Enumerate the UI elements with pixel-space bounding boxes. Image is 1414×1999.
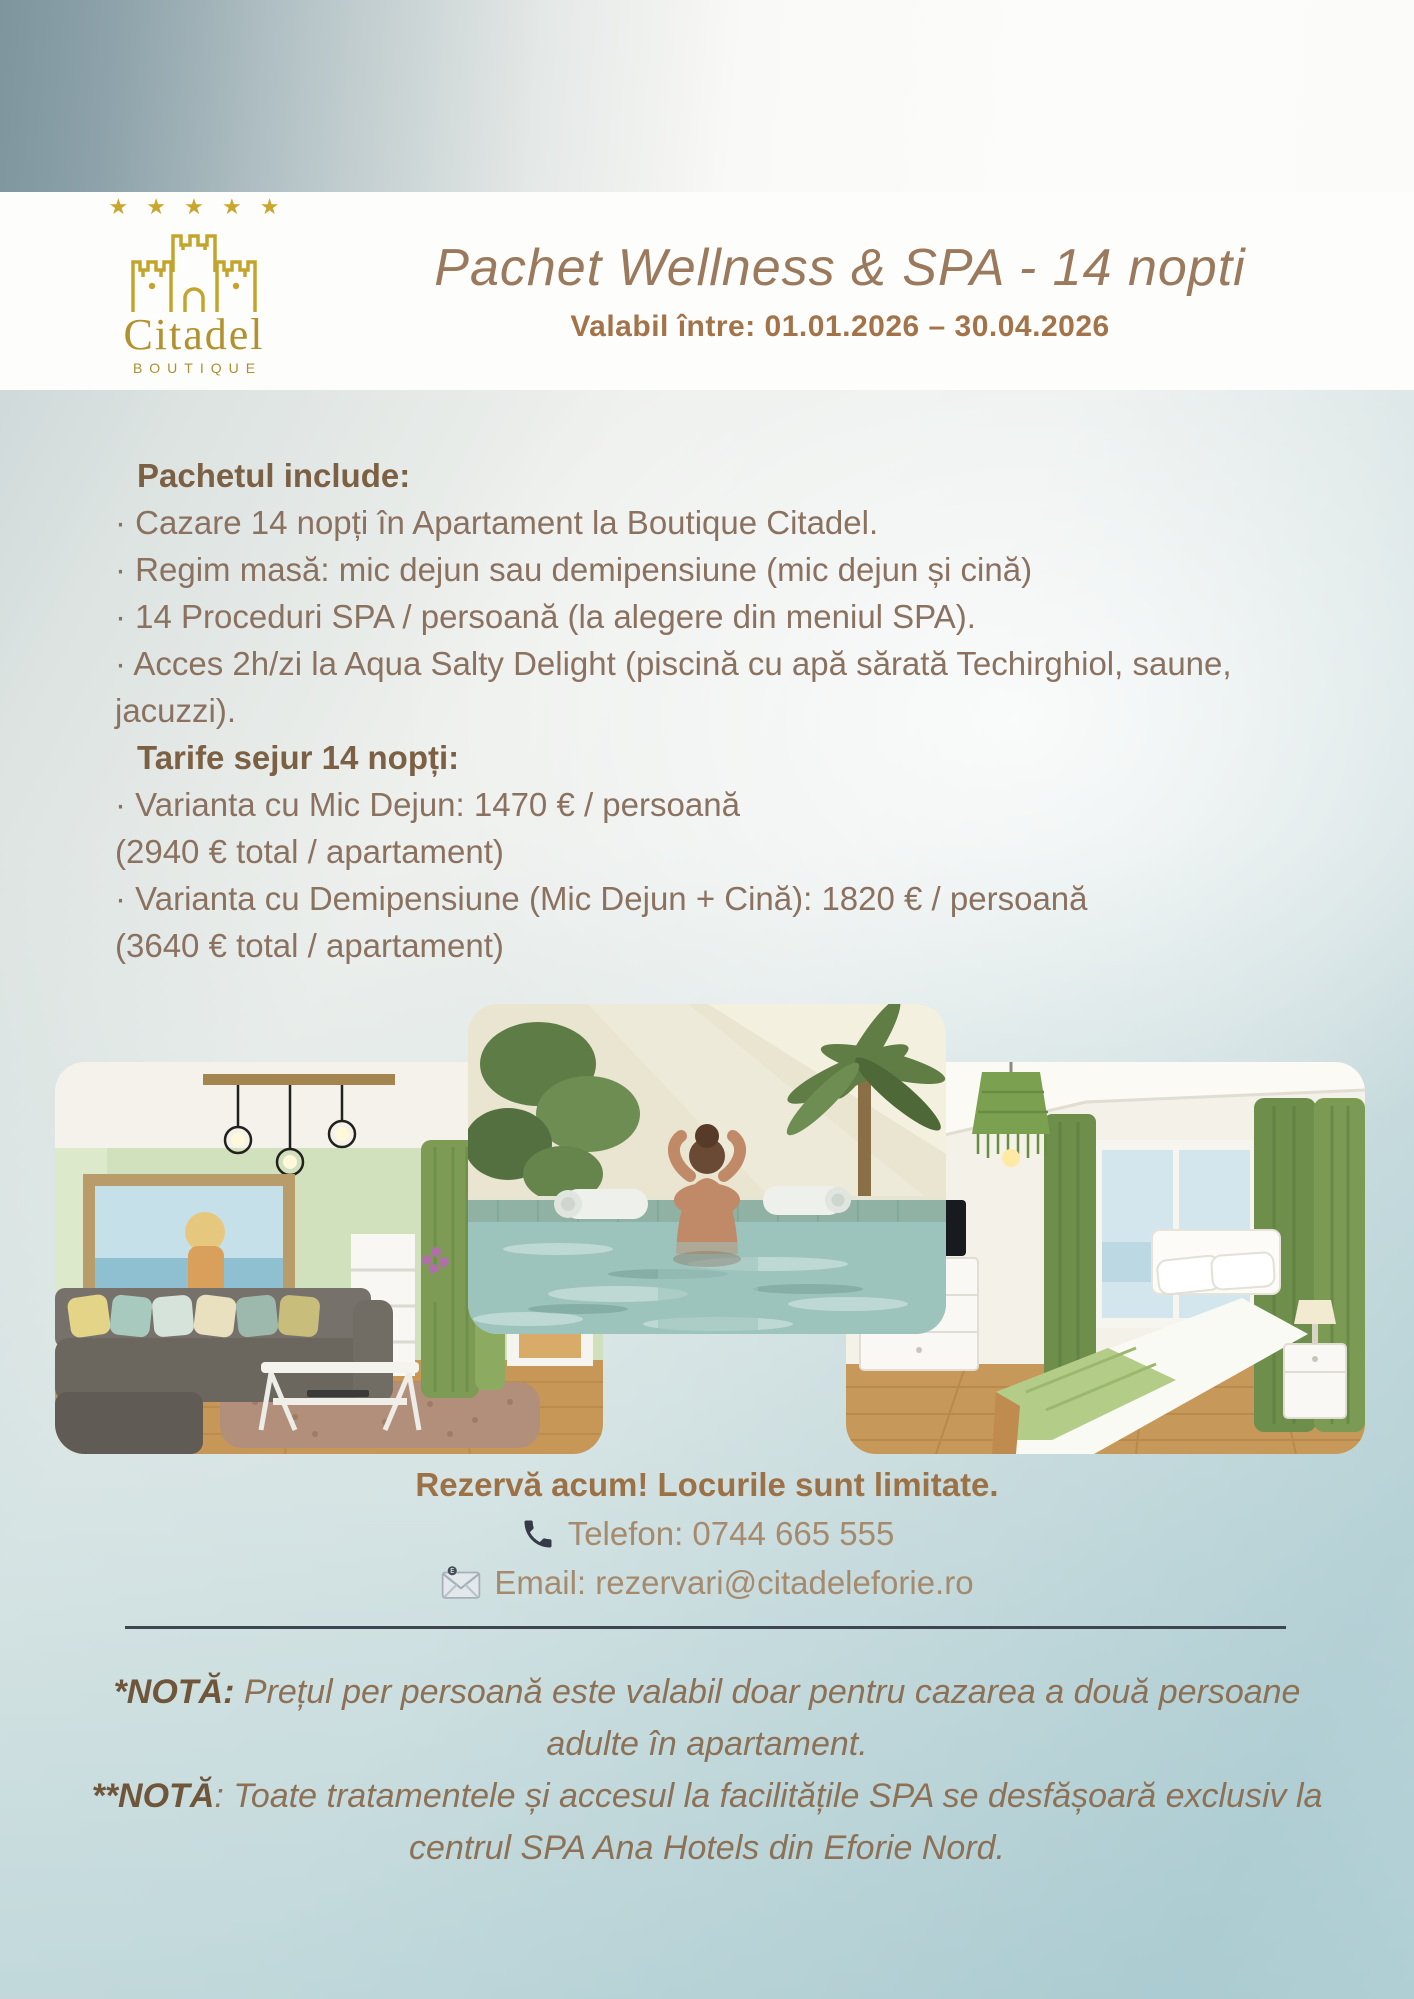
title-block bbox=[310, 238, 1370, 344]
svg-text:E: E bbox=[450, 1566, 455, 1575]
tariff-item-text: Varianta cu Demipensiune (Mic Dejun + Cină): 1820 € / persoană bbox=[135, 880, 1088, 917]
note-1-text: Prețul per persoană este valabil doar pentru cazarea a două persoane adulte în apartament. bbox=[243, 1673, 1301, 1763]
include-item-text: Acces 2h/zi la Aqua Salty Delight (piscină cu apă sărată Techirghiol, saune, jacuzzi). bbox=[115, 645, 1232, 729]
tariffs-heading: Tarife sejur 14 nopți: bbox=[137, 739, 460, 776]
include-item bbox=[115, 499, 1360, 546]
email-address: Email: rezervari@citadeleforie.ro bbox=[494, 1564, 974, 1601]
validity-period: Valabil între: 01.01.2026 – 30.04.2026 bbox=[570, 310, 1110, 343]
include-item-text: Regim masă: mic dejun sau demipensiune (mic dejun și cină) bbox=[135, 551, 1033, 588]
include-item bbox=[115, 546, 1360, 593]
bullet: · bbox=[115, 645, 126, 682]
bullet: · bbox=[115, 786, 126, 823]
bullet: · bbox=[115, 551, 126, 588]
note-1-label: *NOTĂ: bbox=[113, 1673, 235, 1711]
cta-headline: Rezervă acum! Locurile sunt limitate. bbox=[415, 1466, 999, 1503]
note-2-text: : Toate tratamentele și accesul la facilitățile SPA se desfășoară exclusiv la centrul SPA Ana Hotels din Eforie Nord. bbox=[214, 1777, 1323, 1867]
page-title: Pachet Wellness & SPA - 14 nopti bbox=[434, 239, 1246, 297]
email-icon bbox=[440, 1565, 482, 1601]
top-gradient-band bbox=[0, 0, 1414, 192]
package-details bbox=[115, 452, 1360, 969]
tariff-item-text: (3640 € total / apartament) bbox=[115, 927, 504, 964]
phone-number: Telefon: 0744 665 555 bbox=[567, 1515, 895, 1552]
include-item-text: Cazare 14 nopți în Apartament la Boutique Citadel. bbox=[135, 504, 879, 541]
phone-row bbox=[0, 1515, 1414, 1553]
tariff-item-text: Varianta cu Mic Dejun: 1470 € / persoană bbox=[135, 786, 740, 823]
phone-icon bbox=[520, 1516, 556, 1552]
tariff-item bbox=[115, 781, 1360, 828]
include-item-text: 14 Proceduri SPA / persoană (la alegere din meniul SPA). bbox=[135, 598, 976, 635]
brand-name: Citadel bbox=[123, 310, 265, 359]
tariff-item bbox=[115, 828, 1360, 875]
bullet: · bbox=[115, 880, 126, 917]
note-1 bbox=[90, 1666, 1324, 1770]
tariff-item bbox=[115, 875, 1360, 922]
note-2 bbox=[90, 1770, 1324, 1874]
include-item bbox=[115, 593, 1360, 640]
photo-spa-pool bbox=[468, 1004, 946, 1334]
cta-section bbox=[0, 1466, 1414, 1602]
include-item bbox=[115, 640, 1360, 734]
tariff-item-text: (2940 € total / apartament) bbox=[115, 833, 504, 870]
brand-logo bbox=[88, 194, 300, 376]
castle-icon bbox=[119, 222, 269, 314]
bullet: · bbox=[115, 504, 126, 541]
tariff-item bbox=[115, 922, 1360, 969]
bullet: · bbox=[115, 598, 126, 635]
includes-heading: Pachetul include: bbox=[137, 457, 411, 494]
email-row bbox=[0, 1564, 1414, 1602]
divider-line bbox=[125, 1626, 1286, 1629]
brand-tagline: BOUTIQUE bbox=[132, 360, 263, 376]
note-2-label: **NOTĂ bbox=[91, 1777, 215, 1815]
notes-section bbox=[90, 1666, 1324, 1874]
five-stars-icon: ★ ★ ★ ★ ★ bbox=[108, 194, 286, 219]
